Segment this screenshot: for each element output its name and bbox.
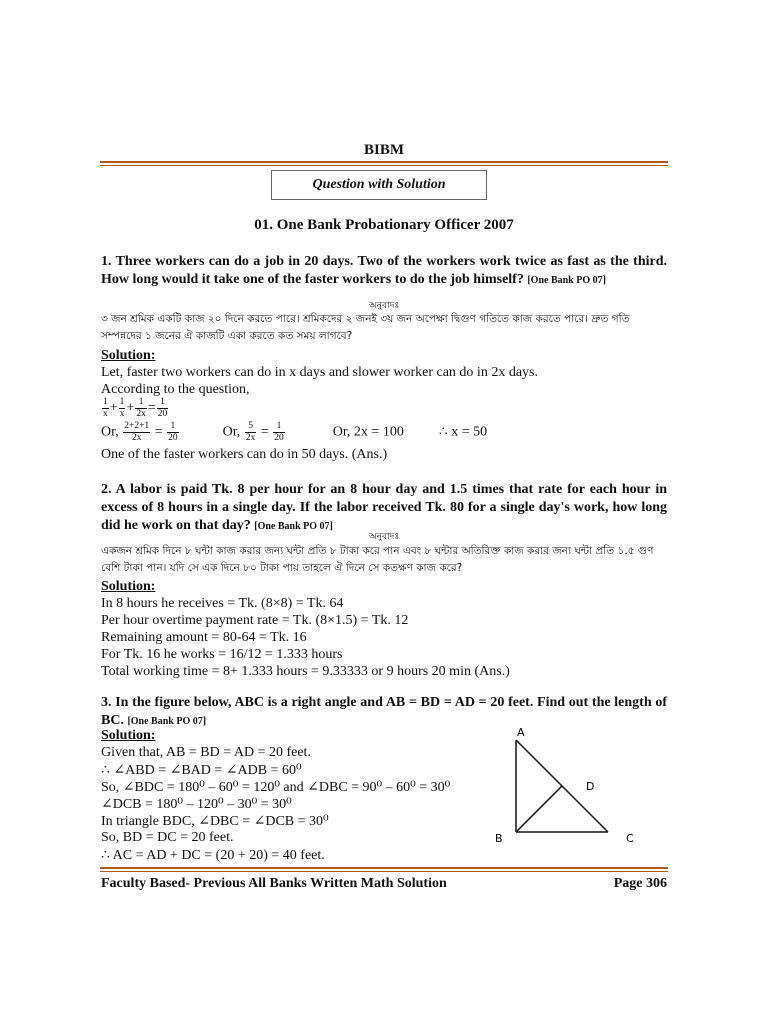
question-2-text: 2. A labor is paid Tk. 8 per hour for an 8 hour day and 1.5 times that rate for each hour in excess of 8 hours in a single day. If the labor received Tk. 80 for a single day's work, how long did he work on that day? xyxy=(101,482,667,533)
fraction: $\frac{5}{2x}$ xyxy=(245,421,256,443)
or-label: Or, xyxy=(222,424,241,440)
question-2-solution-label: Solution: xyxy=(101,579,156,594)
figure-label-b: B xyxy=(495,832,503,845)
question-1-ref: [One Bank PO 07] xyxy=(527,275,606,286)
question-1-equation-2 xyxy=(101,421,667,444)
section-title: 01. One Bank Probationary Officer 2007 xyxy=(254,217,514,233)
equation-result: ∴ x = 50 xyxy=(438,424,488,440)
fraction: $\frac{1}{2x}$ xyxy=(136,397,146,419)
question-1-answer: One of the faster workers can do in 50 days. (Ans.) xyxy=(101,447,388,462)
question-3-line-3: So, ∠BDC = 180⁰ – 60⁰ = 120⁰ and ∠DBC = 90⁰ – 60⁰ = 30⁰ xyxy=(101,780,451,795)
question-1-solution-label: Solution: xyxy=(101,348,156,363)
plus-sign: + xyxy=(126,400,135,416)
triangle-figure xyxy=(490,722,650,850)
question-with-solution-badge: Question with Solution xyxy=(271,170,487,200)
fraction: $\frac{2+2+1}{2x}$ xyxy=(124,421,150,443)
or-label: Or, xyxy=(101,424,119,440)
equation-step: Or, 2x = 100 xyxy=(332,424,404,440)
question-2-line-4: For Tk. 16 he works = 16/12 = 1.333 hours xyxy=(101,647,343,662)
question-1-line-1: Let, faster two workers can do in x days and slower worker can do in 2x days. xyxy=(101,365,538,380)
question-2-line-2: Per hour overtime payment rate = Tk. (8×1.5) = Tk. 12 xyxy=(101,613,409,628)
question-2-ref: [One Bank PO 07] xyxy=(254,521,333,532)
question-2-line-3: Remaining amount = 80-64 = Tk. 16 xyxy=(101,630,307,645)
page-number: Page 306 xyxy=(613,876,667,891)
question-3-solution-label: Solution: xyxy=(101,728,156,743)
question-1-translation: ৩ জন শ্রমিক একটি কাজ ২০ দিনে করতে পারে। শ্রমিকদের ২ জনই ৩য় জন অপেক্ষা দ্বিগুণ গতিতে কাজ করতে পারে। দ্রুত গতি সম্পন্নদের ১ জনের ঐ কাজটি একা করতে কত সময় লাগবে? xyxy=(101,313,630,342)
question-3-line-7: ∴ AC = AD + DC = (20 + 20) = 40 feet. xyxy=(101,848,325,863)
footer-rule-bottom xyxy=(100,871,668,872)
question-2-translation: একজন শ্রমিক দিনে ৮ ঘন্টা কাজ করার জন্য ঘন্টা প্রতি ৮ টাকা করে পান এবং ৮ ঘন্টার অতিরিক্ত কাজ করার জন্য ঘন্টা প্রতি ১.৫ গুণ বেশি টাকা পান। যদি সে এক দিনে ৮০ টাকা পায় তাহলে ঐ দিনে সে কতক্ষণ কাজ করে? xyxy=(101,545,654,574)
fraction: $\frac{1}{20}$ xyxy=(168,421,178,443)
fraction: $\frac{1}{20}$ xyxy=(274,421,284,443)
question-3-ref: [One Bank PO 07] xyxy=(127,716,207,727)
question-2 xyxy=(101,481,667,536)
equals-sign: = xyxy=(147,400,156,416)
question-3-line-6: So, BD = DC = 20 feet. xyxy=(101,830,234,845)
footer-title: Faculty Based- Previous All Banks Written Math Solution xyxy=(101,876,447,891)
question-3-line-4: ∠DCB = 180⁰ – 120⁰ – 30⁰ = 30⁰ xyxy=(101,797,292,812)
equals-sign: = xyxy=(154,424,163,440)
question-3-line-5: In triangle BDC, ∠DBC = ∠DCB = 30⁰ xyxy=(101,814,329,829)
question-1-translation-label: অনুবাদঃ xyxy=(368,300,400,310)
segment-bd xyxy=(516,786,562,832)
equals-sign: = xyxy=(260,424,269,440)
question-2-line-1: In 8 hours he receives = Tk. (8×8) = Tk. 64 xyxy=(101,596,344,611)
header-rule-bottom xyxy=(100,165,668,166)
question-1-text: 1. Three workers can do a job in 20 days. Two of the workers work twice as fast as the third. How long would it take one of the faster workers to do the job himself? xyxy=(101,254,667,287)
question-3-line-2: ∴ ∠ABD = ∠BAD = ∠ADB = 60⁰ xyxy=(101,763,302,778)
header-rule-top xyxy=(100,161,668,163)
fraction: $\frac{1}{x}$ xyxy=(103,397,108,419)
question-3-text: 3. In the figure below, ABC is a right angle and AB = BD = AD = 20 feet. Find out the length of BC. xyxy=(101,695,667,728)
question-1-equation-1 xyxy=(101,397,169,420)
fraction: $\frac{1}{x}$ xyxy=(119,397,125,419)
plus-sign: + xyxy=(109,400,118,416)
question-2-line-5: Total working time = 8+ 1.333 hours = 9.33333 or 9 hours 20 min (Ans.) xyxy=(101,664,510,679)
question-2-translation-label: অনুবাদঃ xyxy=(368,531,400,541)
question-1 xyxy=(101,253,667,290)
figure-label-d: D xyxy=(586,780,595,793)
figure-label-c: C xyxy=(626,832,634,845)
question-3-line-1: Given that, AB = BD = AD = 20 feet. xyxy=(101,745,311,760)
question-1-line-2: According to the question, xyxy=(101,382,250,397)
header-title: BIBM xyxy=(363,142,404,158)
figure-label-a: A xyxy=(517,726,525,739)
footer-rule-top xyxy=(100,867,668,869)
fraction: $\frac{1}{20}$ xyxy=(157,397,168,419)
